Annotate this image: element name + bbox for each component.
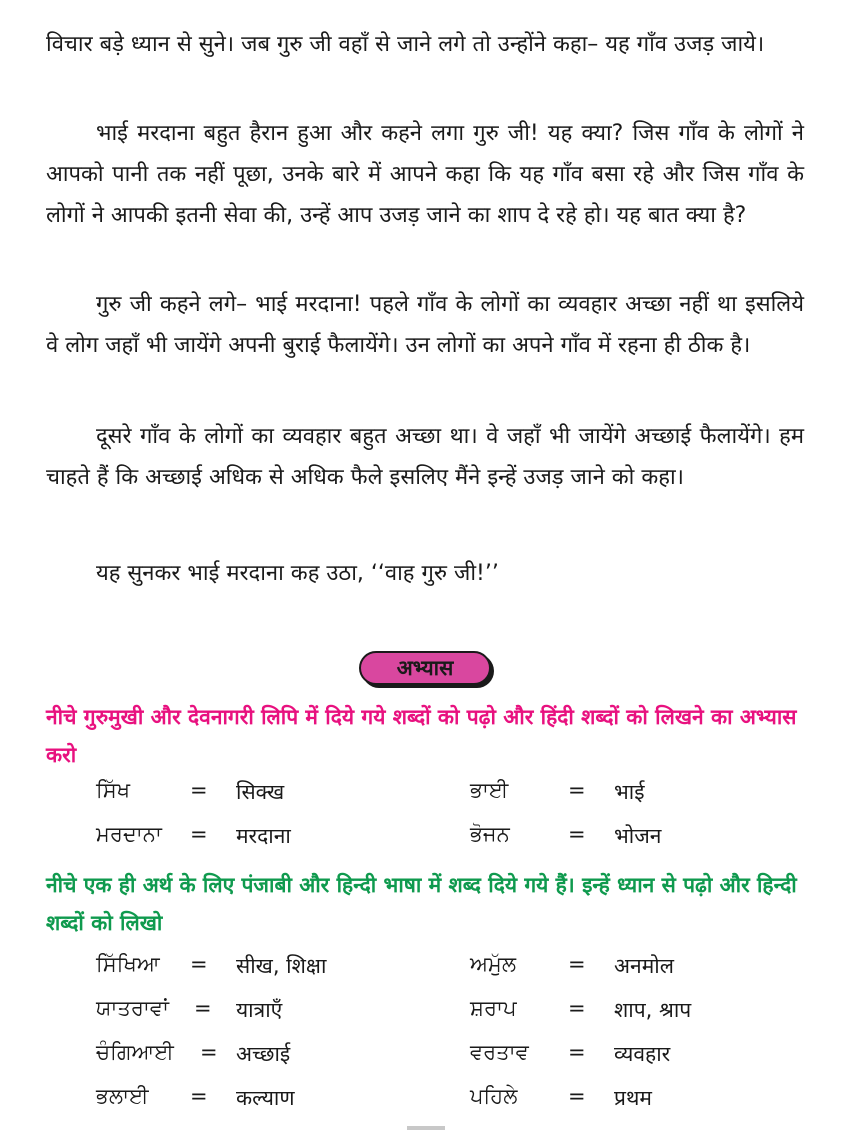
equals-sign: = bbox=[200, 1040, 218, 1064]
vocab-row bbox=[0, 1084, 847, 1114]
equals-sign: = bbox=[190, 822, 208, 846]
equals-sign: = bbox=[190, 1084, 208, 1108]
punjabi-word: ਭਲਾਈ bbox=[96, 1084, 149, 1108]
hindi-word: अच्छाई bbox=[236, 1042, 291, 1066]
equals-sign: = bbox=[568, 1084, 586, 1108]
vocab-row bbox=[0, 778, 847, 808]
story-paragraph: दूसरे गाँव के लोगों का व्यवहार बहुत अच्छा था। वे जहाँ भी जायेंगे अच्छाई फैलायेंगे। हम चाहते हैं कि अच्छाई अधिक से अधिक फैले इसलिए मैंने इन्हें उजड़ जाने को कहा। bbox=[46, 424, 804, 490]
equals-sign: = bbox=[568, 778, 586, 802]
vocab-row bbox=[0, 952, 847, 982]
punjabi-word: ਅਮੁੱਲ bbox=[470, 952, 517, 976]
hindi-word: प्रथम bbox=[614, 1086, 652, 1110]
hindi-word: भोजन bbox=[614, 824, 662, 848]
vocab-row bbox=[0, 822, 847, 852]
hindi-word: शाप, श्राप bbox=[614, 998, 692, 1022]
closing-line: यह सुनकर भाई मरदाना कह उठा, ‘‘वाह गुरु जी!’’ bbox=[96, 561, 499, 586]
hindi-word: मरदाना bbox=[236, 824, 291, 848]
equals-sign: = bbox=[194, 996, 212, 1020]
hindi-word: यात्राएँ bbox=[236, 998, 283, 1022]
equals-sign: = bbox=[568, 952, 586, 976]
punjabi-word: ਸ਼ਰਾਪ bbox=[470, 996, 517, 1020]
equals-sign: = bbox=[190, 952, 208, 976]
punjabi-word: ਯਾਤਰਾਵਾਂ bbox=[96, 996, 169, 1020]
exercise-title-badge: अभ्यास bbox=[359, 651, 491, 685]
story-paragraph: भाई मरदाना बहुत हैरान हुआ और कहने लगा गुरु जी! यह क्या? जिस गाँव के लोगों ने आपको पानी तक नहीं पूछा, उनके बारे में आपने कहा कि यह गाँव बसा रहे और जिस गाँव के लोगों ने आपकी इतनी सेवा की, उन्हें आप उजड़ जाने का शाप दे रहे हो। यह बात क्या है? bbox=[46, 121, 804, 228]
hindi-word: व्यवहार bbox=[614, 1042, 671, 1066]
equals-sign: = bbox=[568, 822, 586, 846]
vocab-row bbox=[0, 1040, 847, 1070]
hindi-word: सिक्ख bbox=[236, 780, 285, 804]
punjabi-word: ਭਾਈ bbox=[470, 778, 509, 802]
punjabi-word: ਭੋਜਨ bbox=[470, 822, 510, 846]
hindi-word: कल्याण bbox=[236, 1086, 295, 1110]
story-paragraph: गुरु जी कहने लगे– भाई मरदाना! पहले गाँव के लोगों का व्यवहार अच्छा नहीं था इसलिये वे लोग जहाँ भी जायेंगे अपनी बुराई फैलायेंगे। उन लोगों का अपने गाँव में रहना ही ठीक है। bbox=[46, 292, 804, 358]
punjabi-word: ਮਰਦਾਨਾ bbox=[96, 822, 162, 846]
equals-sign: = bbox=[190, 778, 208, 802]
punjabi-word: ਸਿੱਖਿਆ bbox=[96, 952, 160, 976]
instruction-gurmukhi-devanagari: नीचे गुरुमुखी और देवनागरी लिपि में दिये गये शब्दों को पढ़ो और हिंदी शब्दों को लिखने का अभ्यास करो bbox=[46, 705, 797, 767]
punjabi-word: ਚੰਗਿਆਈ bbox=[96, 1040, 174, 1064]
equals-sign: = bbox=[568, 1040, 586, 1064]
instruction-punjabi-hindi: नीचे एक ही अर्थ के लिए पंजाबी और हिन्दी भाषा में शब्द दिये गये हैं। इन्हें ध्यान से पढ़ो और हिन्दी शब्दों को लिखो bbox=[46, 873, 797, 935]
hindi-word: भाई bbox=[614, 780, 645, 804]
hindi-word: अनमोल bbox=[614, 954, 674, 978]
hindi-word: सीख, शिक्षा bbox=[236, 954, 327, 978]
story-paragraph: विचार बड़े ध्यान से सुने। जब गुरु जी वहाँ से जाने लगे तो उन्होंने कहा– यह गाँव उजड़ जाये। bbox=[46, 32, 765, 57]
page-bottom-tab bbox=[407, 1126, 445, 1130]
punjabi-word: ਵਰਤਾਵ bbox=[470, 1040, 529, 1064]
punjabi-word: ਪਹਿਲੇ bbox=[470, 1084, 518, 1108]
equals-sign: = bbox=[568, 996, 586, 1020]
vocab-row bbox=[0, 996, 847, 1026]
punjabi-word: ਸਿੱਖ bbox=[96, 778, 131, 802]
